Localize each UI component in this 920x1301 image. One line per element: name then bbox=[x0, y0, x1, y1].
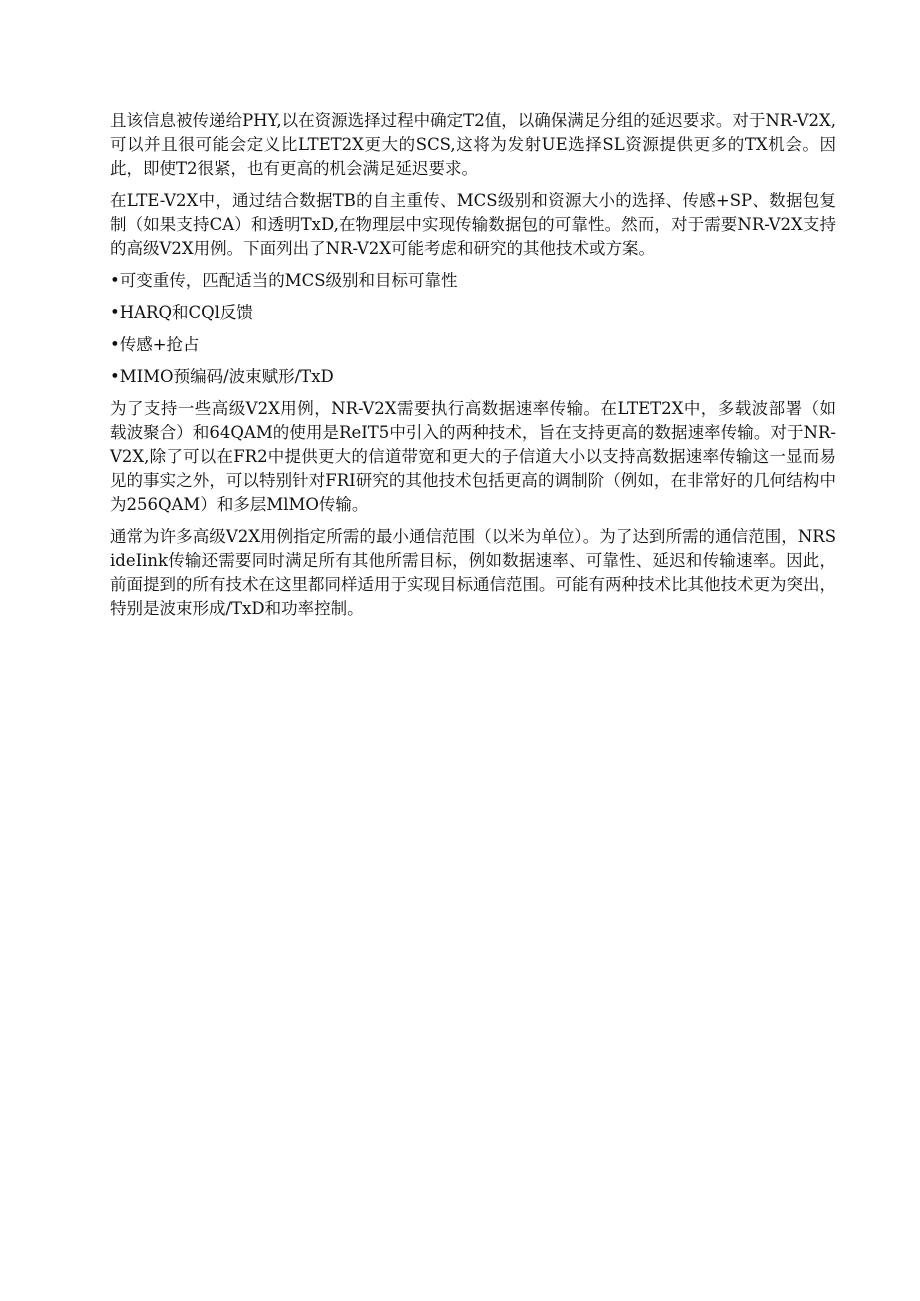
paragraph-high-data-rate: 为了支持一些高级V2X用例，NR-V2X需要执行高数据速率传输。在LTET2X中，多载波部署（如载波聚合）和64QAM的使用是ReIT5中引入的两种技术，旨在支持更高的数据速率传输。对于NR-V2X,除了可以在FR2中提供更大的信道带宽和更大的子信道大小以支持高数据速率传输这一显而易见的事实之外，可以特别针对FRI研究的其他技术包括更高的调制阶（例如，在非常好的几何结构中为256QAM）和多层MlMO传输。 bbox=[110, 399, 836, 514]
document-body bbox=[110, 109, 836, 629]
bullet-harq-cqi-feedback: •HARQ和CQl反馈 bbox=[110, 303, 253, 322]
bullet-variable-retransmission: •可变重传，匹配适当的MCS级别和目标可靠性 bbox=[110, 271, 458, 290]
bullet-mimo-beamforming: •MIMO预编码/波束赋形/TxD bbox=[110, 367, 334, 386]
paragraph-communication-range: 通常为许多高级V2X用例指定所需的最小通信范围（以米为单位）。为了达到所需的通信范围，NRSideIink传输还需要同时满足所有其他所需目标，例如数据速率、可靠性、延迟和传输速率。因此，前面提到的所有技术在这里都同样适用于实现目标通信范围。可能有两种技术比其他技术更为突出，特别是波束形成/TxD和功率控制。 bbox=[110, 527, 836, 618]
bullet-sensing-preemption: •传感+抢占 bbox=[110, 335, 200, 354]
paragraph-t2-latency: 且该信息被传递给PHY,以在资源选择过程中确定T2值，以确保满足分组的延迟要求。对于NR-V2X,可以并且很可能会定义比LTET2X更大的SCS,这将为发射UE选择SL资源提供更多的TX机会。因此，即使T2很紧，也有更高的机会满足延迟要求。 bbox=[110, 111, 836, 178]
paragraph-lte-v2x-reliability: 在LTE-V2X中，通过结合数据TB的自主重传、MCS级别和资源大小的选择、传感+SP、数据包复制（如果支持CA）和透明TxD,在物理层中实现传输数据包的可靠性。然而，对于需要NR-V2X支持的高级V2X用例。下面列出了NR-V2X可能考虑和研究的其他技术或方案。 bbox=[110, 191, 836, 258]
